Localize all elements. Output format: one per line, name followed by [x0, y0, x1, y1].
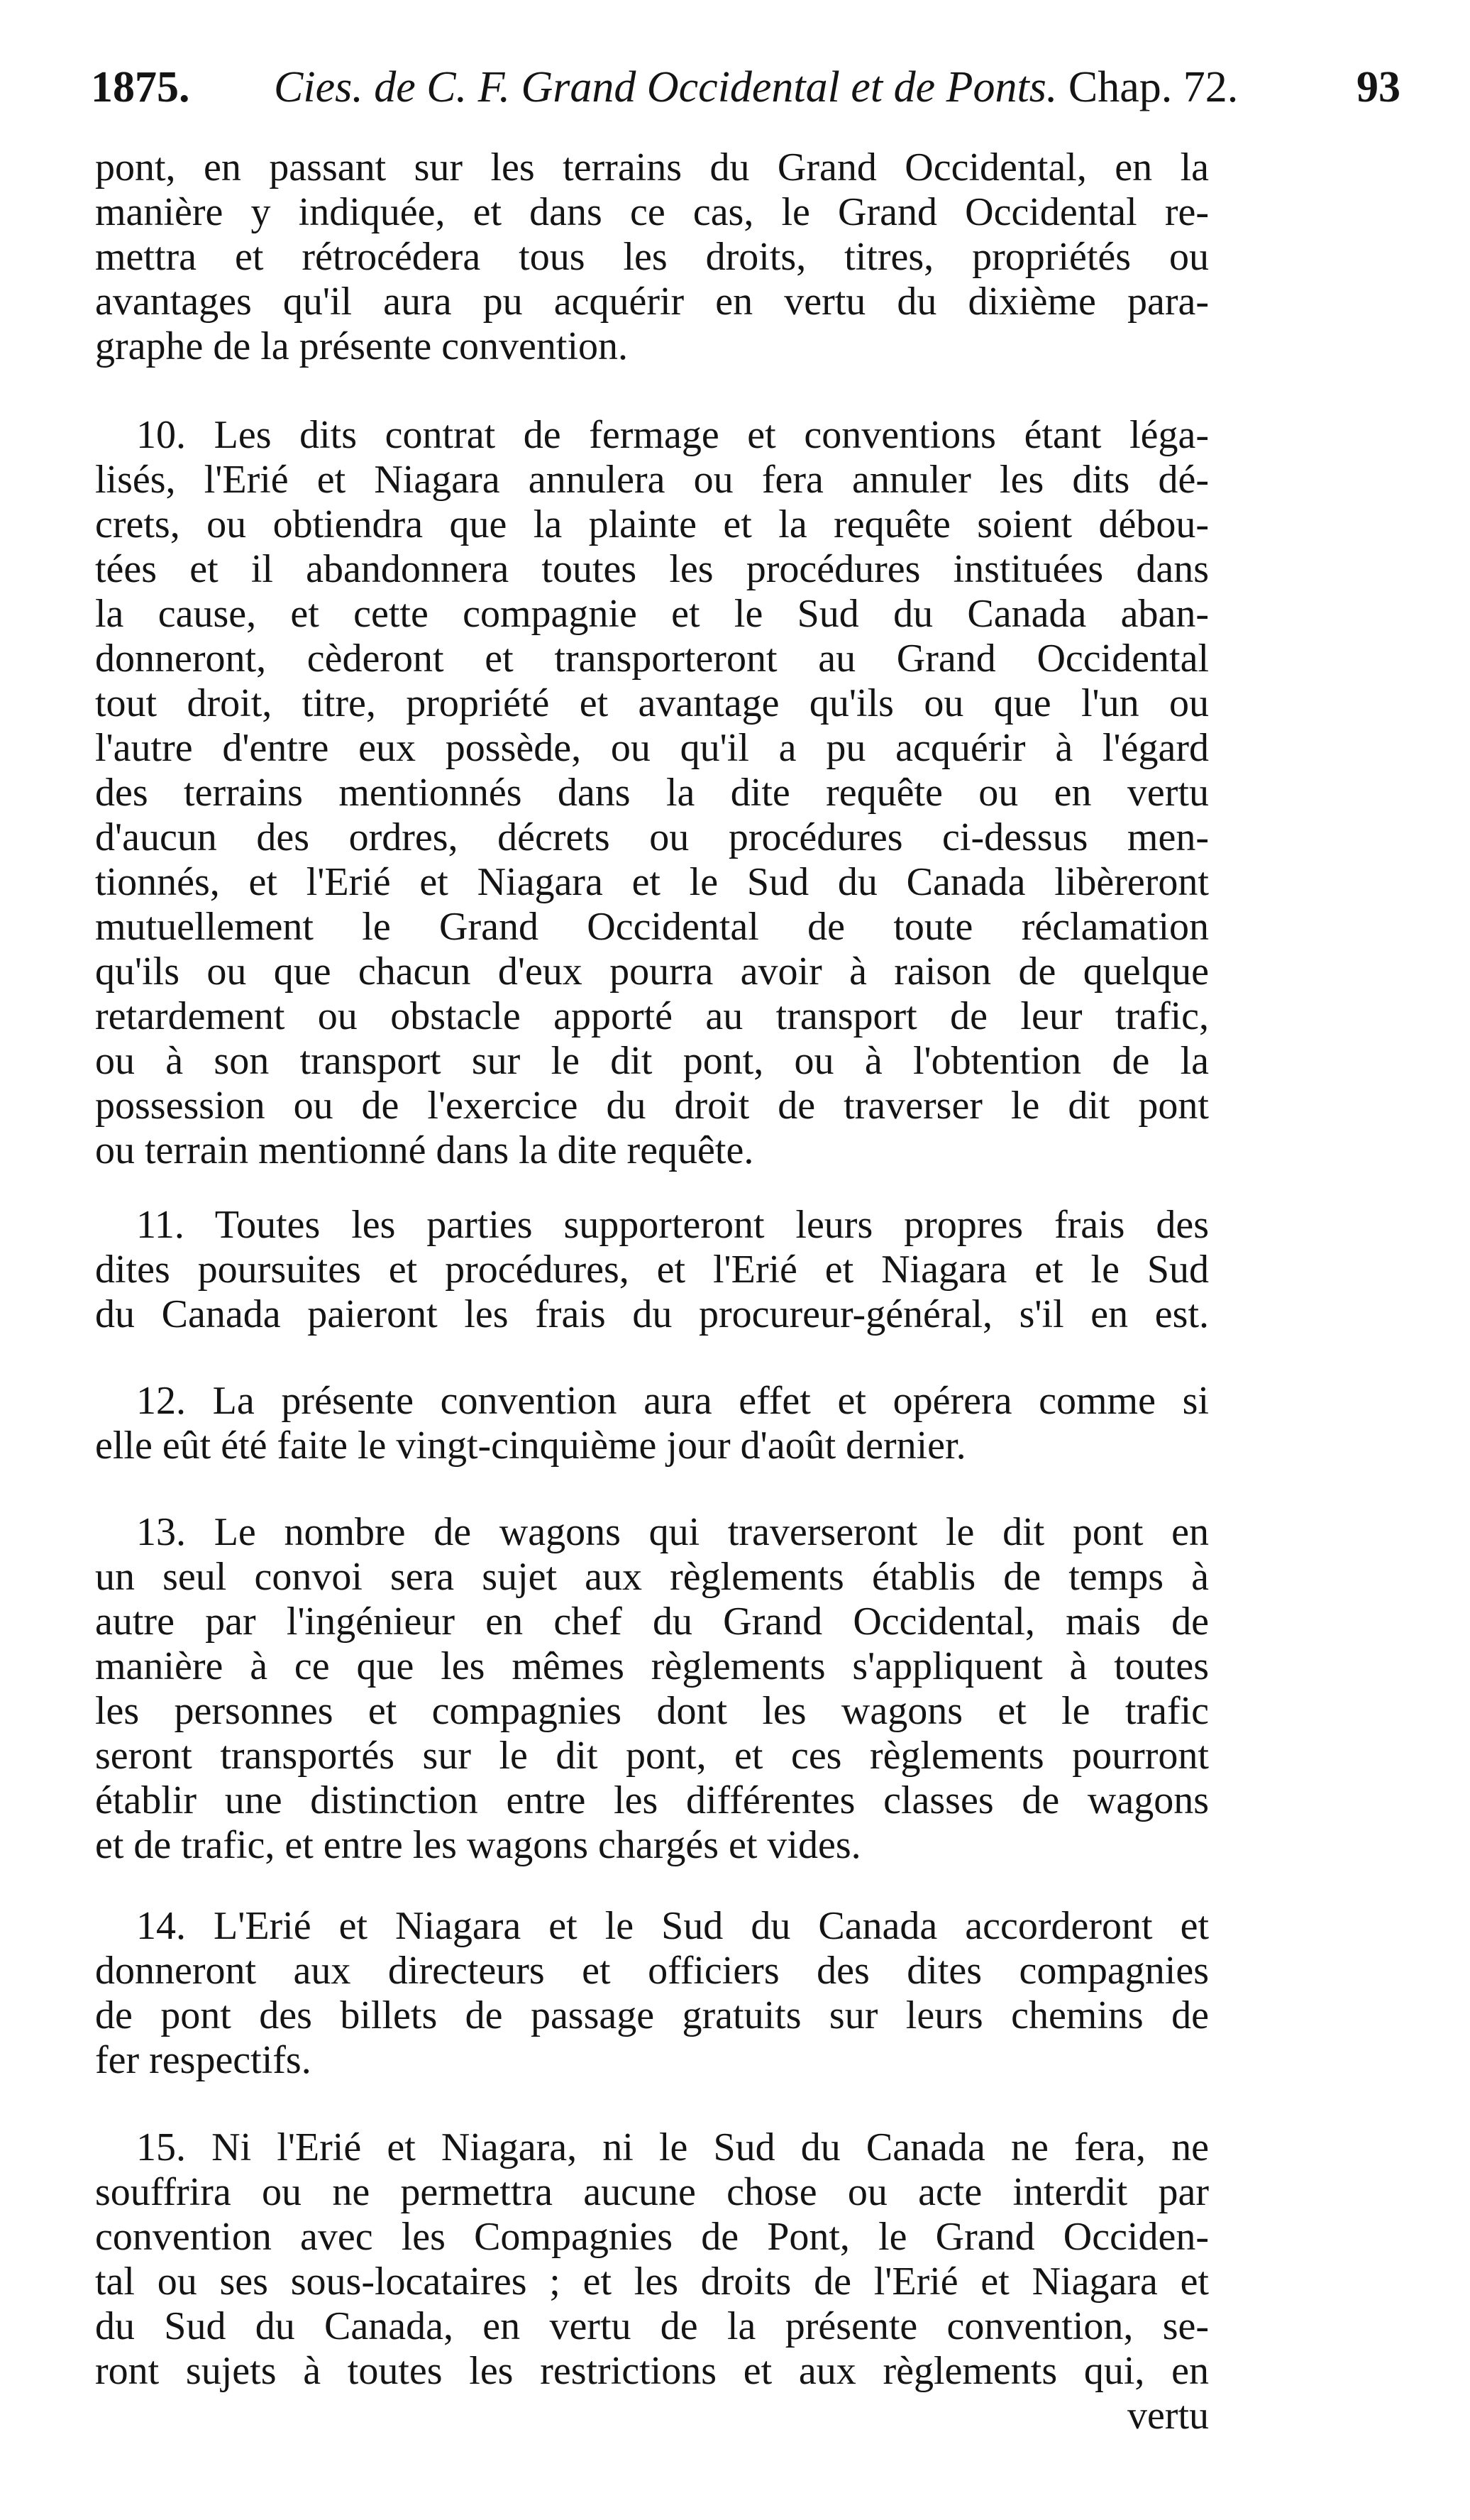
text-line: convention avec les Compagnies de Pont, le Grand Occiden- — [95, 2215, 1209, 2259]
section-14 — [95, 1904, 1209, 2083]
text-line: crets, ou obtiendra que la plainte et la requête soient débou- — [95, 502, 1209, 546]
text-line: elle eût été faite le vingt-cinquième jour d'août dernier. — [95, 1424, 966, 1468]
text-line: donneront aux directeurs et officiers des dites compagnies — [95, 1949, 1209, 1993]
text-line: seront transportés sur le dit pont, et ces règlements pourront — [95, 1734, 1209, 1778]
text-line: tionnés, et l'Erié et Niagara et le Sud du Canada libèreront — [95, 860, 1209, 904]
catchword: vertu — [1127, 2394, 1209, 2438]
text-line: donneront, cèderont et transporteront au Grand Occidental — [95, 637, 1209, 681]
text-line: mettra et rétrocédera tous les droits, titres, propriétés ou — [95, 235, 1209, 279]
text-line: qu'ils ou que chacun d'eux pourra avoir à raison de quelque — [95, 950, 1209, 994]
paragraph-continued — [95, 145, 1209, 369]
text-line: ou terrain mentionné dans la dite requête. — [95, 1128, 754, 1172]
text-line: des terrains mentionnés dans la dite requête ou en vertu — [95, 771, 1209, 815]
text-line: un seul convoi sera sujet aux règlements établis de temps à — [95, 1555, 1209, 1599]
text-line: 14. L'Erié et Niagara et le Sud du Canada accorderont et — [136, 1904, 1209, 1948]
text-line: l'autre d'entre eux possède, ou qu'il a pu acquérir à l'égard — [95, 726, 1209, 770]
header-year: 1875. — [91, 63, 190, 111]
text-line: 12. La présente convention aura effet et opérera comme si — [136, 1379, 1209, 1423]
header-title-italic: Cies. de C. F. Grand Occidental et de Ponts. — [274, 63, 1058, 111]
text-line: du Canada paieront les frais du procureur-général, s'il en est. — [95, 1292, 1209, 1336]
section-15 — [95, 2125, 1209, 2438]
text-line: souffrira ou ne permettra aucune chose ou acte interdit par — [95, 2170, 1209, 2214]
text-line: la cause, et cette compagnie et le Sud du Canada aban- — [95, 592, 1209, 636]
text-line: lisés, l'Erié et Niagara annulera ou fera annuler les dits dé- — [95, 458, 1209, 502]
text-line: les personnes et compagnies dont les wagons et le trafic — [95, 1689, 1209, 1733]
section-11 — [95, 1203, 1209, 1337]
text-line: 11. Toutes les parties supporteront leurs propres frais des — [136, 1203, 1209, 1247]
running-header — [91, 55, 1400, 119]
header-chapter: Chap. 72. — [1068, 63, 1239, 111]
text-line: 15. Ni l'Erié et Niagara, ni le Sud du Canada ne fera, ne — [136, 2125, 1209, 2169]
text-line: établir une distinction entre les différentes classes de wagons — [95, 1778, 1209, 1822]
text-line: ou à son transport sur le dit pont, ou à l'obtention de la — [95, 1039, 1209, 1083]
text-line: tées et il abandonnera toutes les procédures instituées dans — [95, 547, 1209, 591]
text-line: ront sujets à toutes les restrictions et aux règlements qui, en — [95, 2349, 1209, 2393]
text-line: avantages qu'il aura pu acquérir en vertu du dixième para- — [95, 280, 1209, 324]
text-line: retardement ou obstacle apporté au transport de leur trafic, — [95, 994, 1209, 1038]
text-line: manière y indiquée, et dans ce cas, le Grand Occidental re- — [95, 190, 1209, 234]
section-13 — [95, 1510, 1209, 1868]
text-line: du Sud du Canada, en vertu de la présente convention, se- — [95, 2304, 1209, 2348]
text-line: 10. Les dits contrat de fermage et conventions étant léga- — [136, 413, 1209, 457]
page-number: 93 — [1356, 63, 1400, 111]
text-line: et de trafic, et entre les wagons chargés et vides. — [95, 1823, 861, 1867]
header-title — [274, 55, 1238, 119]
section-12 — [95, 1379, 1209, 1468]
text-line: d'aucun des ordres, décrets ou procédures ci-dessus men- — [95, 815, 1209, 859]
text-line: manière à ce que les mêmes règlements s'appliquent à toutes — [95, 1644, 1209, 1688]
text-line: tal ou ses sous-locataires ; et les droits de l'Erié et Niagara et — [95, 2260, 1209, 2304]
text-line: possession ou de l'exercice du droit de traverser le dit pont — [95, 1084, 1209, 1128]
text-line: autre par l'ingénieur en chef du Grand Occidental, mais de — [95, 1600, 1209, 1644]
text-line: pont, en passant sur les terrains du Grand Occidental, en la — [95, 145, 1209, 189]
text-line: tout droit, titre, propriété et avantage qu'ils ou que l'un ou — [95, 681, 1209, 725]
text-line: 13. Le nombre de wagons qui traverseront le dit pont en — [136, 1510, 1209, 1554]
text-line: fer respectifs. — [95, 2038, 311, 2082]
text-line: de pont des billets de passage gratuits sur leurs chemins de — [95, 1993, 1209, 2037]
section-10 — [95, 413, 1209, 1173]
text-line: graphe de la présente convention. — [95, 324, 629, 368]
text-line: mutuellement le Grand Occidental de toute réclamation — [95, 905, 1209, 949]
text-line: dites poursuites et procédures, et l'Erié et Niagara et le Sud — [95, 1248, 1209, 1292]
